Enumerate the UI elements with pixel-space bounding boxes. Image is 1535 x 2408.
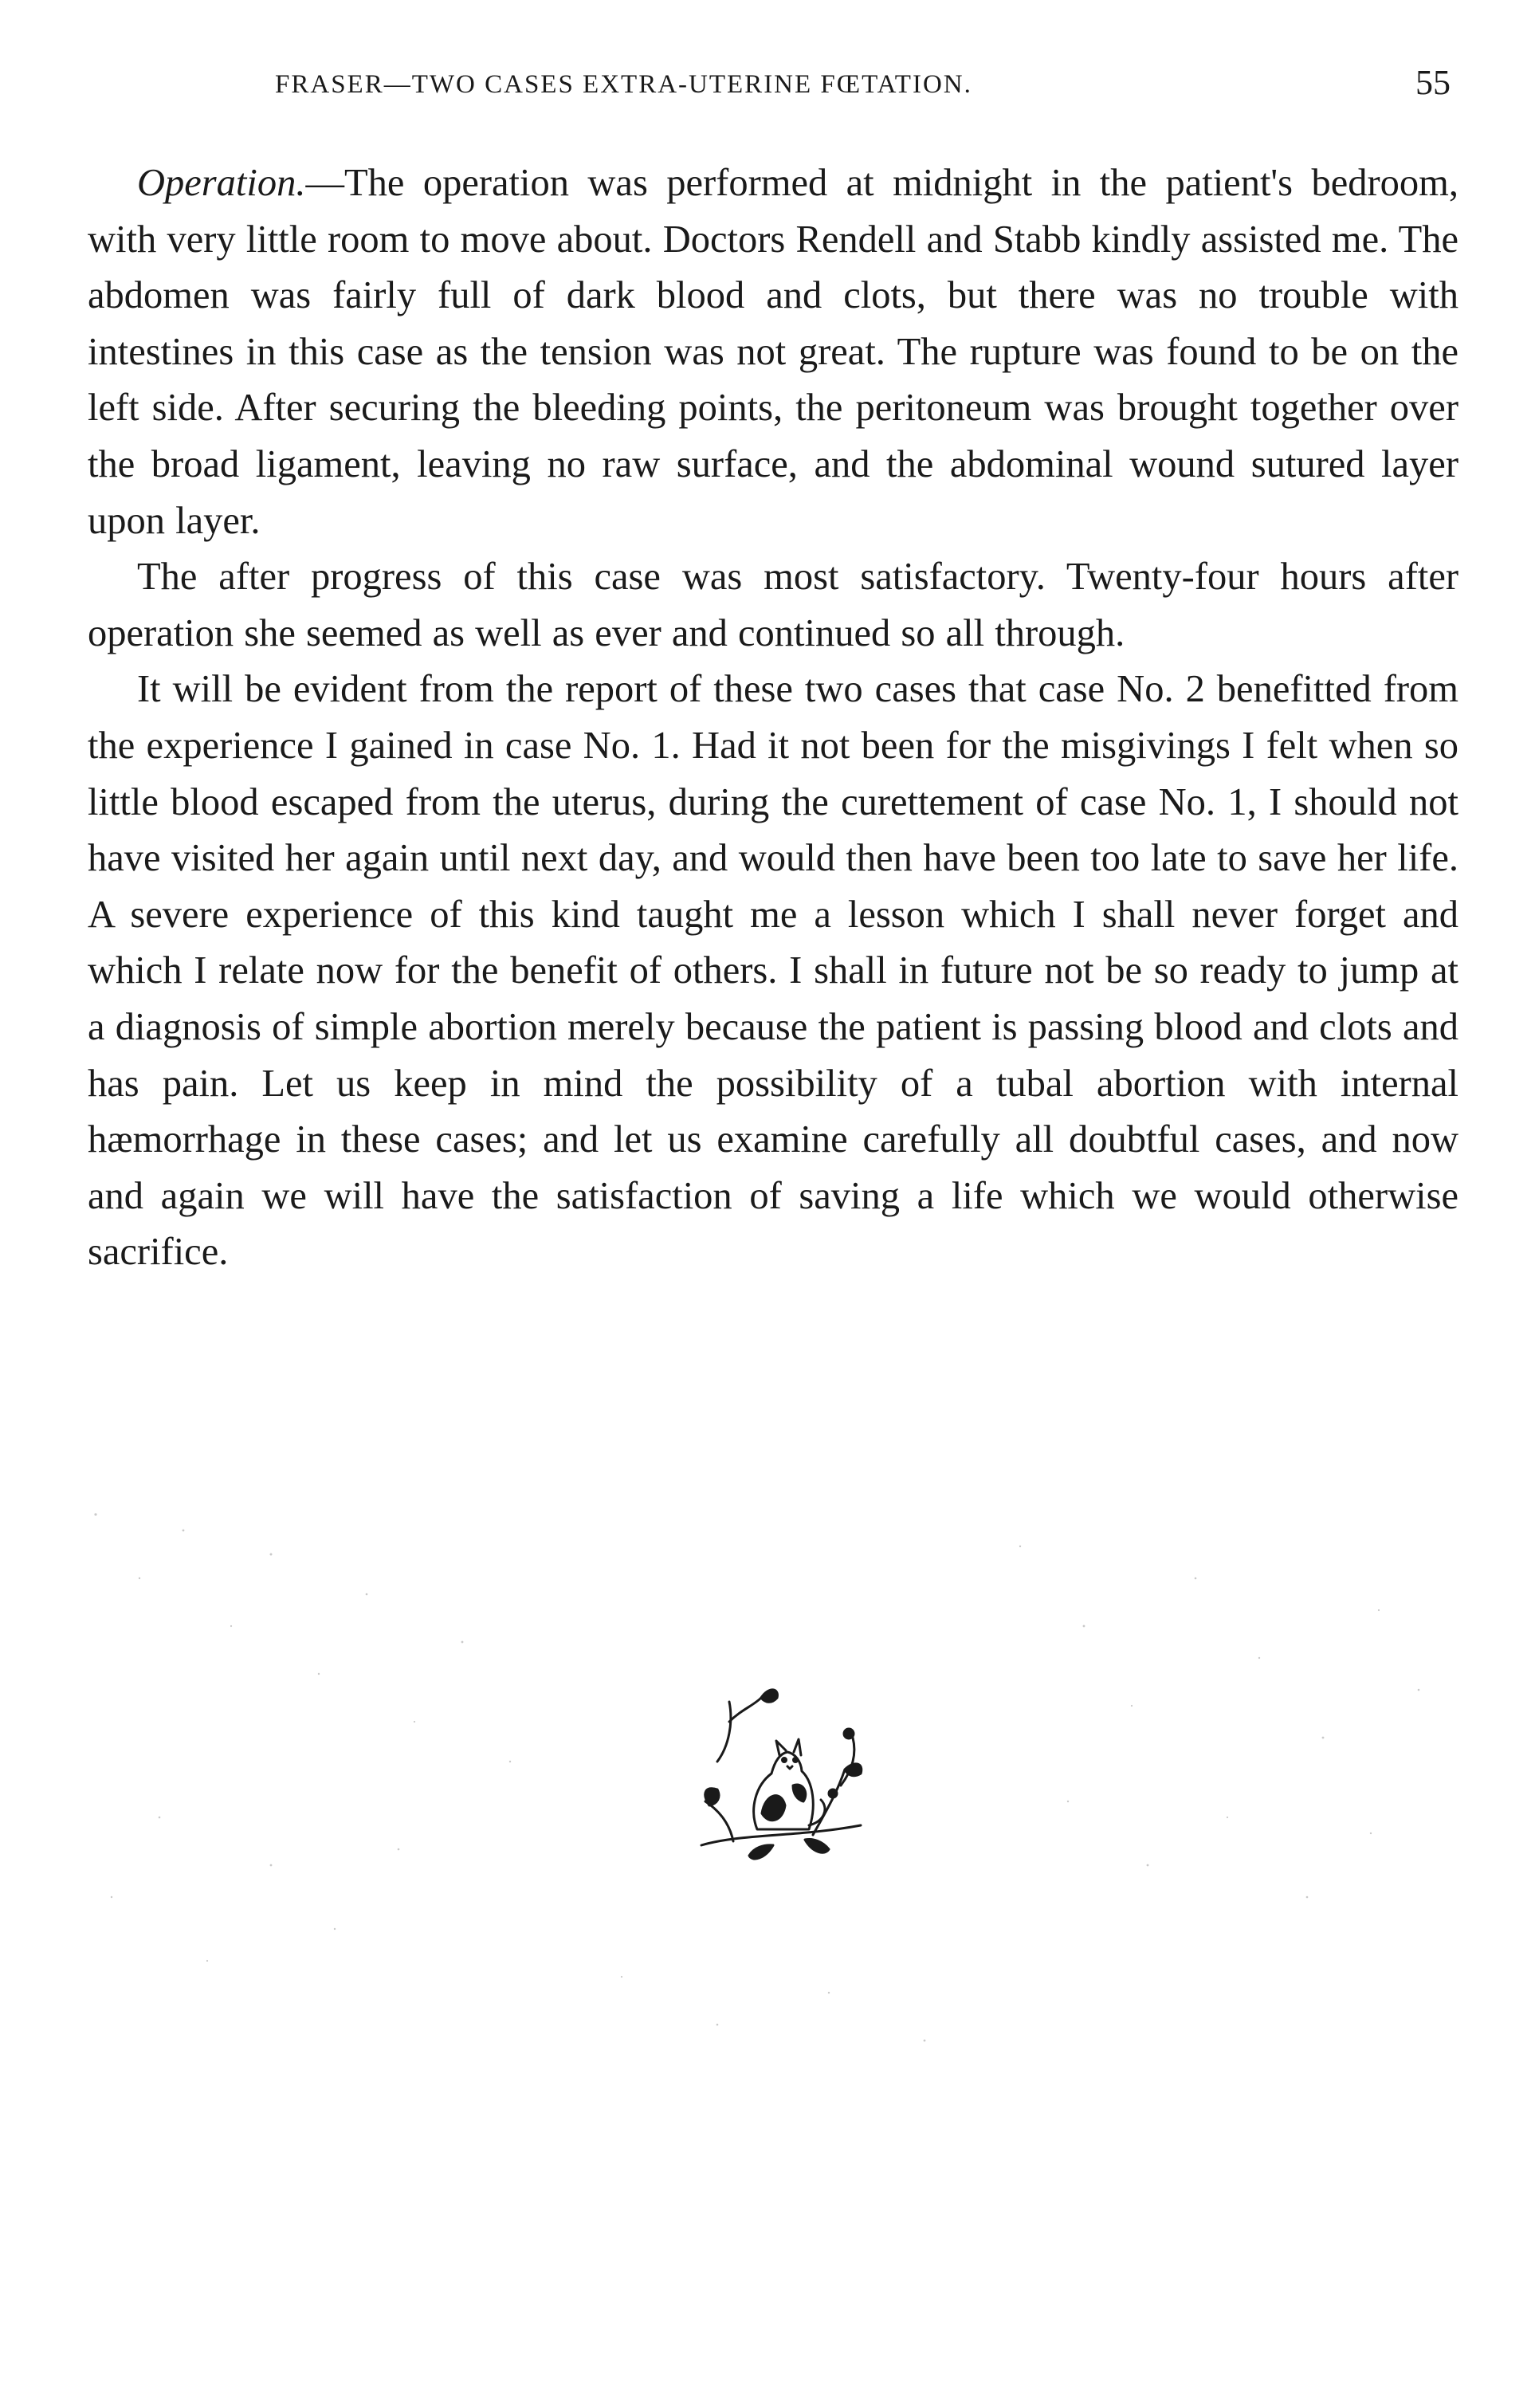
page-number: 55 (1415, 63, 1451, 102)
paragraph-lead-operation: Operation. (137, 162, 306, 204)
paragraph-after-progress: The after progress of this case was most satisfactory. Twenty-four hours after operation she seemed as well as ever and continued so all through. (88, 556, 1458, 654)
cat-on-branch-ornament-icon (685, 1674, 877, 1873)
paragraph-conclusion: It will be evident from the report of these two cases that case No. 2 benefitted from the experience I gained in case No. 1. Had it not been for the misgivings I felt when so little blood escaped from the uterus, during the curettement of case No. 1, I should not have visited her again until next day, and would then have been too late to save her life. A severe experience of this kind taught me a lesson which I shall never forget and which I relate now for the benefit of others. I shall in future not be so ready to jump at a diagnosis of simple abortion merely because the patient is passing blood and clots and has pain. Let us keep in mind the possibility of a tubal abortion with internal hæmorrhage in these cases; and let us examine carefully all doubtful cases, and now and again we will have the satisfaction of saving a life which we would otherwise sacrifice. (88, 668, 1458, 1274)
article-body (88, 155, 1458, 1281)
paragraph-text-operation: —The operation was performed at midnight in the patient's bedroom, with very little room to move about. Doctors Rendell and Stabb kindly assisted me. The abdomen was fairly full of dark blood and clots, but there was no trouble with intestines in this case as the tension was not great. The rupture was found to be on the left side. After securing the bleeding points, the peritoneum was brought together over the broad ligament, leaving no raw surface, and the abdominal wound sutured layer upon layer. (88, 162, 1458, 542)
paragraph-operation (88, 155, 1458, 549)
running-title: FRASER—TWO CASES EXTRA-UTERINE FŒTATION. (275, 70, 972, 99)
running-head (275, 62, 1451, 110)
